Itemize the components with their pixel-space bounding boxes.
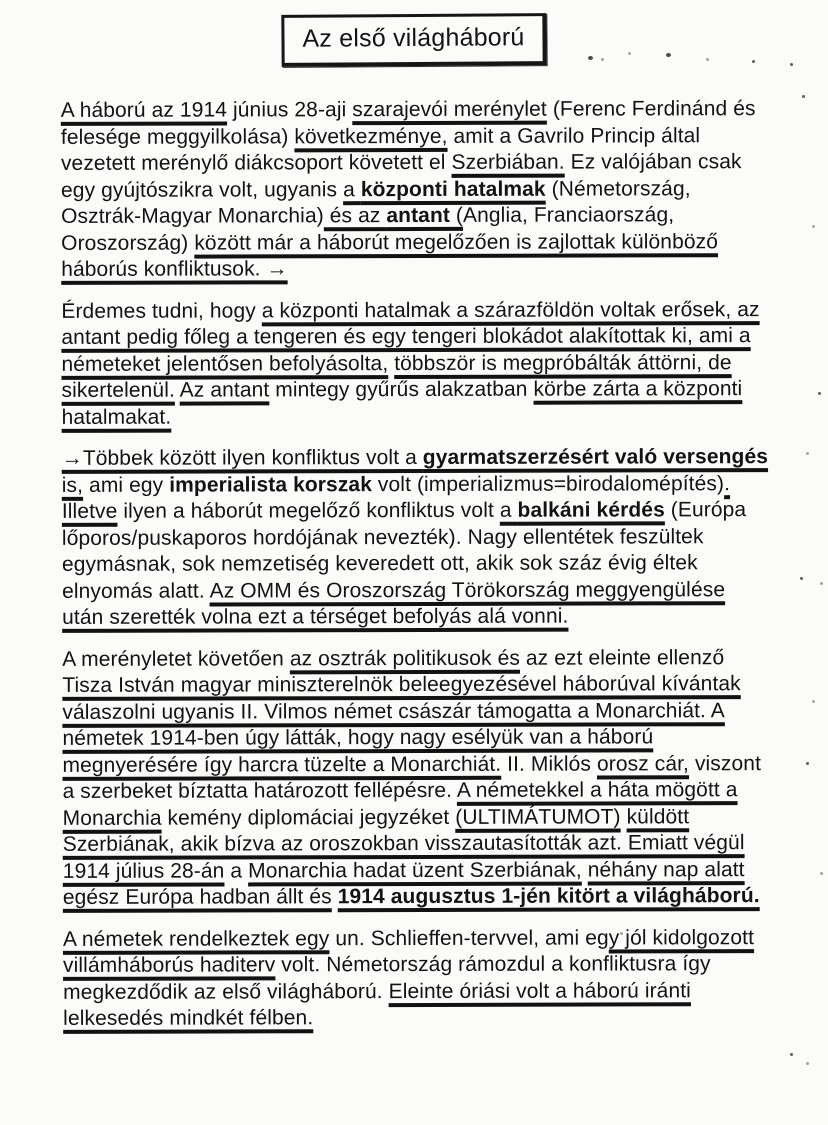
- scan-speckle: [812, 225, 815, 228]
- scan-speckle: [812, 700, 815, 703]
- text-segment: az osztrák politikusok és: [289, 646, 520, 670]
- scan-speckle: [601, 58, 604, 61]
- paragraph: [61, 96, 768, 283]
- scan-speckle: [806, 1062, 809, 1065]
- text-segment: mintegy gyűrűs alakzatban: [269, 377, 534, 402]
- paragraph: [62, 645, 770, 912]
- text-segment: volt (imperializmus=birodalomépítés): [371, 471, 725, 496]
- scan-speckle: [790, 63, 793, 66]
- text-segment: ilyen a háborút megelőző konfliktus volt: [117, 498, 500, 523]
- text-segment: június 28-aji: [227, 98, 353, 122]
- scan-speckle: [628, 52, 631, 55]
- text-segment: a: [343, 177, 361, 201]
- text-segment: (ULTIMÁTUMOT): [455, 804, 621, 829]
- text-segment: ami egy: [83, 473, 170, 497]
- text-segment: és az: [323, 204, 387, 228]
- text-segment: Szerbiában.: [451, 150, 565, 174]
- text-segment: balkáni kérdés: [517, 498, 665, 522]
- paragraph: [62, 444, 769, 631]
- scan-speckle: [818, 392, 821, 395]
- text-segment: (Németország, Osztrák-Magyar Monarchia): [61, 176, 691, 228]
- text-segment: néhány nap alatt egész Európa hadban állt és: [62, 857, 745, 909]
- text-segment: a: [499, 498, 518, 522]
- text-segment: A németek rendelkeztek egy: [62, 926, 330, 951]
- scan-speckle: [820, 582, 823, 585]
- text-segment: az ezt eleinte ellenző: [519, 645, 725, 670]
- text-segment: következménye,: [294, 124, 448, 148]
- text-segment: A háború az 1914: [60, 98, 228, 122]
- text-segment: Monarchia hadat üzent Szerbiának,: [248, 858, 582, 882]
- text-segment: un. Schlieffen-tervvel, ami eg: [329, 925, 609, 950]
- text-segment: kemény diplomáciai jegyzéket: [161, 805, 456, 830]
- text-segment: Érdemes tudni, hogy: [61, 298, 262, 323]
- text-segment: volt. Németország rámozdul a konfliktusra így megkezdődik az első világháború.: [63, 952, 711, 1004]
- text-segment: imperialista korszak: [169, 472, 373, 497]
- text-segment: Anglia, Franciaország, Oroszország): [61, 203, 675, 255]
- scan-speckle: [706, 58, 709, 61]
- text-segment: . Illetve: [61, 471, 731, 523]
- text-segment: központi hatalmak: [360, 177, 546, 201]
- text-segment: szarajevói merénylet: [352, 97, 547, 122]
- text-segment: y jól kidolgozott villámháborús haditerv: [62, 925, 755, 977]
- paragraph: [63, 925, 770, 1033]
- text-segment: (: [449, 203, 464, 227]
- text-segment: (Európa lőporos/puskaporos hordójának nevezték). Nagy ellentétek feszültek egymásnak, sok nemzetiség keveredett ott, akik sok száz évig éltek elnyomás alatt.: [61, 498, 747, 603]
- text-segment: többször is megpróbálták áttörni, de sikertelenül.: [61, 350, 732, 402]
- scan-speckle: [802, 95, 805, 98]
- text-segment: II. Miklós: [501, 752, 597, 776]
- scan-speckle: [588, 56, 593, 60]
- text-segment: viszont a szerbeket bíztatta határozott fellépésre.: [62, 751, 762, 803]
- text-segment: Eleinte óriási volt a háború iránti lelkesedés mindkét félben.: [63, 978, 691, 1030]
- title-box: [281, 13, 546, 67]
- document-title: Az első világháború: [302, 23, 525, 53]
- text-segment: amit a Gavrilo Princip által vezetett merénylő diákcsoport követett el: [60, 123, 701, 175]
- scan-speckle: [790, 1053, 793, 1056]
- text-segment: küldött Szerbiának, akik bízva az oroszokban visszautasították azt. Emiatt végül 1914 július 28-án: [62, 804, 745, 883]
- paragraph: [61, 297, 768, 431]
- document-body: [61, 96, 770, 1047]
- text-segment: Tisza István magyar miniszterelnök beleegyezésével háborúval kívántak válaszolni ugyanis II. Vilmos német császár támogatta a Monarchiát. A németek 1914-ben úgy látták, hogy nagy esélyük van a háború megnyerésére így harcra tüzelte a Monarchiát.: [62, 672, 741, 777]
- text-segment: a: [224, 858, 249, 883]
- text-segment: (Ferenc Ferdinánd és felesége meggyilkolása): [60, 97, 756, 149]
- text-segment: orosz cár,: [596, 751, 690, 776]
- text-segment: Ez valójában csak egy gyújtószikra volt, ugyanis: [60, 150, 742, 202]
- text-segment: körbe zárta a központi hatalmakat.: [61, 377, 743, 429]
- text-segment: antant: [386, 203, 451, 228]
- text-segment: A németekkel a háta mögött a Monarchia: [62, 778, 738, 830]
- scan-speckle: [666, 53, 671, 57]
- text-segment: között már a háborút megelőzően is zajlottak különböző háborús konfliktusok. →: [61, 229, 719, 281]
- text-segment: 1914 augusztus 1-jén kitört a világháború.: [337, 884, 760, 909]
- text-segment: A merényletet követően: [62, 646, 290, 671]
- text-segment: Az antant: [179, 378, 270, 402]
- text-segment: →Többek között ilyen konfliktus volt a: [61, 445, 423, 470]
- text-segment: gyarmatszerzésért való versengés: [422, 445, 769, 469]
- scan-speckle: [806, 762, 809, 765]
- text-segment: Az OMM és Oroszország Törökország meggyengülése után szerették volna ezt a térséget befolyás alá vonni.: [62, 577, 726, 629]
- scan-speckle: [820, 872, 823, 875]
- scan-speckle: [800, 577, 803, 580]
- scan-speckle: [806, 452, 809, 455]
- text-segment: is,: [61, 473, 84, 497]
- text-segment: a központi hatalmak a szárazföldön voltak erősek, az antant pedig főleg a tengeren és egy tengeri blokádot alakítottak ki, ami a németeket jelentősen befolyásolta,: [61, 297, 760, 376]
- scan-speckle: [752, 60, 755, 63]
- scan-speckle: [620, 932, 623, 935]
